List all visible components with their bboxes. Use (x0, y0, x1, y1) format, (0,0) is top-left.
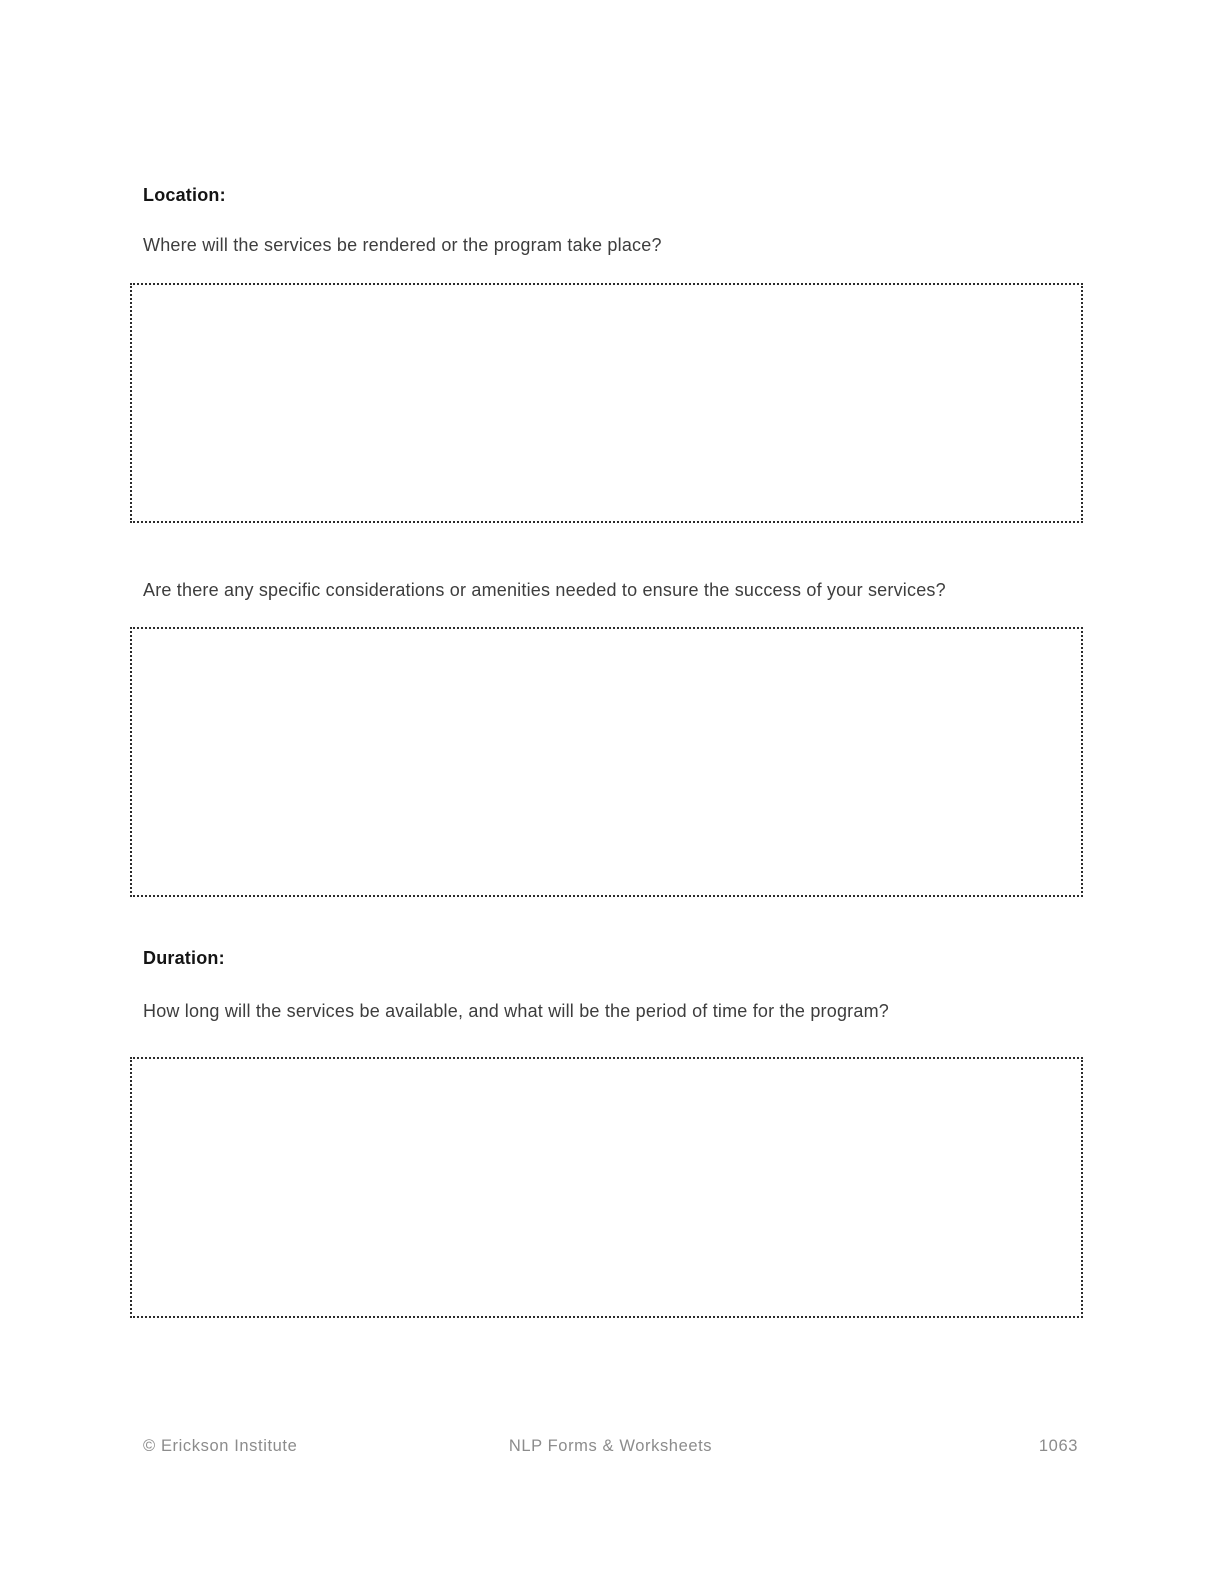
page-footer (143, 1437, 1078, 1456)
section-heading-location: Location: (143, 185, 226, 205)
question-how-long-services-available: How long will the services be available, and what will be the period of time for the program? (143, 1001, 889, 1021)
question-specific-considerations: Are there any specific considerations or amenities needed to ensure the success of your services? (143, 580, 946, 600)
footer-copyright: © Erickson Institute (143, 1437, 298, 1455)
section-heading-duration: Duration: (143, 948, 225, 968)
question-where-services-rendered: Where will the services be rendered or the program take place? (143, 235, 662, 255)
answer-box-where-services-rendered[interactable] (130, 283, 1083, 523)
answer-box-how-long-services-available[interactable] (130, 1057, 1083, 1318)
answer-box-specific-considerations[interactable] (130, 627, 1083, 897)
footer-page-number: 1063 (1038, 1437, 1078, 1455)
footer-document-title: NLP Forms & Worksheets (508, 1437, 713, 1455)
